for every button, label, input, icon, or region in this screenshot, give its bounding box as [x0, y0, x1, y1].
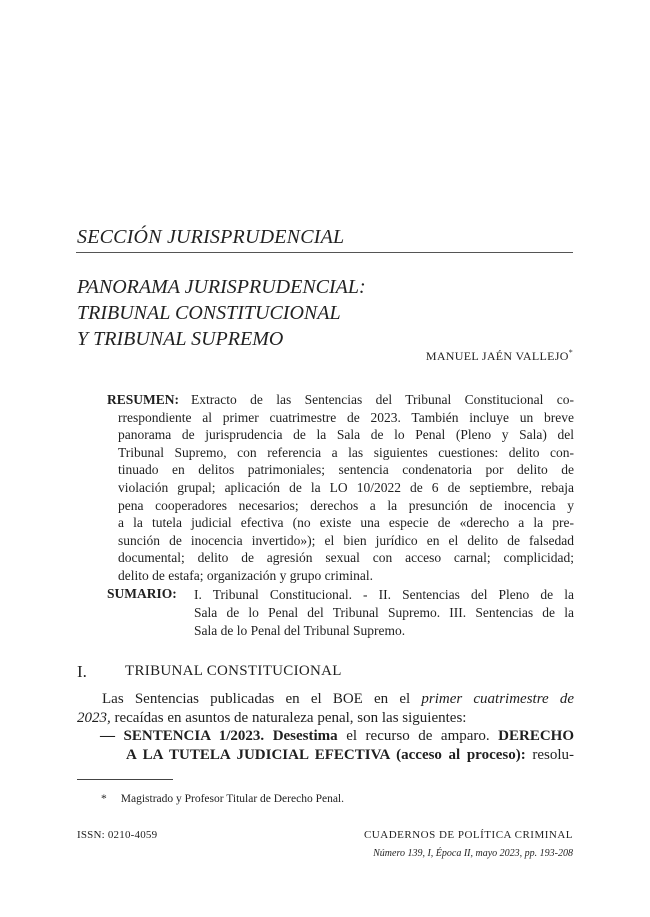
abstract-line: delito de estafa; organización y grupo criminal.	[118, 567, 374, 583]
body-line: Las Sentencias publicadas en el BOE en el primer cuatrimestre de	[102, 691, 574, 707]
abstract-line: tinuado en delitos patrimoniales; sentencia condenatoria por delito de	[118, 462, 574, 478]
footnote-divider	[77, 779, 173, 780]
footnote-mark: *	[101, 793, 107, 805]
abstract-label: RESUMEN:	[107, 392, 180, 407]
abstract-line: pena cooperadores necesarios; derechos a la presunción de inocencia y	[118, 497, 574, 513]
body-line: 2023, recaídas en asuntos de naturaleza penal, son las siguientes:	[77, 709, 467, 726]
section-title: TRIBUNAL CONSTITUCIONAL	[125, 663, 342, 679]
author-footnote-mark: *	[568, 348, 573, 357]
footer-issue: Número 139, I, Época II, mayo 2023, pp. 193-208	[373, 848, 573, 859]
abstract-line: sunción de inocencia invertido»); el bien jurídico en el delito de falsedad	[118, 532, 574, 548]
abstract-line: violación grupal; aplicación de la LO 10/2022 de 6 de septiembre, rebaja	[118, 479, 574, 495]
summary-label: SUMARIO:	[107, 586, 177, 601]
abstract-line: documental; delito de agresión sexual con acceso carnal; complicidad;	[118, 550, 574, 566]
abstract-line: a la tutela judicial efectiva (no existe una especie de «derecho a la pre-	[118, 515, 574, 531]
author-text: MANUEL JAÉN VALLEJO	[425, 349, 569, 363]
section-heading: SECCIÓN JURISPRUDENCIAL	[77, 226, 345, 248]
section-divider	[76, 252, 573, 253]
body-text	[77, 690, 574, 764]
author-name	[426, 348, 573, 364]
summary-line: I. Tribunal Constitucional. - II. Sentencias del Pleno de la	[194, 587, 574, 602]
bullet-line: — SENTENCIA 1/2023. Desestima el recurso de amparo. DERECHO	[100, 728, 575, 744]
footnote-text: Magistrado y Profesor Titular de Derecho Penal.	[120, 793, 345, 805]
abstract-line: panorama de jurisprudencia de la Sala de lo Penal (Pleno y Sala) del	[118, 427, 574, 443]
abstract	[107, 391, 574, 585]
footer-journal: CUADERNOS DE POLÍTICA CRIMINAL	[363, 829, 573, 841]
footer-issn: ISSN: 0210-4059	[77, 829, 158, 841]
summary	[194, 586, 574, 640]
abstract-line: Tribunal Supremo, con referencia a las siguientes cuestiones: delito con-	[118, 444, 574, 460]
bullet-line: A LA TUTELA JUDICIAL EFECTIVA (acceso al proceso): resolu-	[126, 746, 574, 763]
abstract-line: rrespondiente al primer cuatrimestre de 2023. También incluye un breve	[118, 409, 574, 425]
article-title	[77, 274, 366, 352]
abstract-line: RESUMEN: Extracto de las Sentencias del Tribunal Constitucional co-	[107, 392, 574, 407]
summary-line: Sala de lo Penal del Tribunal Supremo. III. Sentencias de la	[194, 605, 574, 620]
footnote	[101, 793, 344, 805]
title-line: PANORAMA JURISPRUDENCIAL:	[77, 276, 366, 298]
section-number: I.	[77, 662, 87, 681]
summary-line: Sala de lo Penal del Tribunal Supremo.	[194, 623, 406, 638]
title-line: TRIBUNAL CONSTITUCIONAL	[77, 302, 341, 324]
title-line: Y TRIBUNAL SUPREMO	[77, 328, 284, 350]
